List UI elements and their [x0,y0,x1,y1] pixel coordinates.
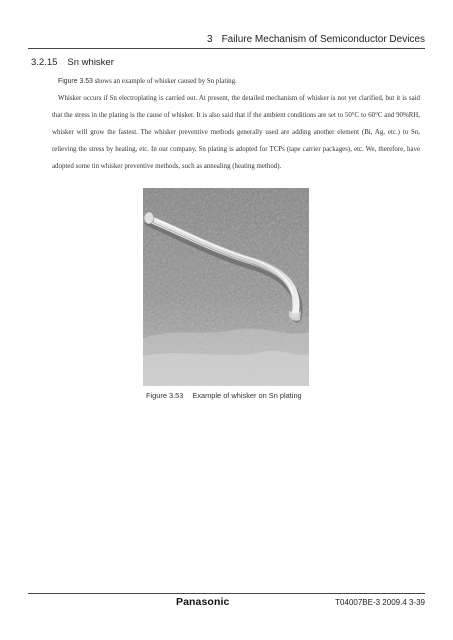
page-header [207,34,425,45]
section-title: Sn whisker [67,57,114,68]
header-rule [28,48,425,49]
section-heading [31,57,114,68]
whisker-sem-photo [143,188,309,386]
chapter-title: Failure Mechanism of Semiconductor Devices [221,34,425,45]
document-code: T04007BE-3 2009.4 3-39 [335,598,425,607]
intro-rest: shows an example of whisker caused by Sn plating. [92,78,237,85]
intro-line [52,73,420,90]
figure-caption [146,391,302,400]
body-text [52,73,420,175]
figure-reference-link[interactable]: Figure 3.53 [58,78,93,85]
panasonic-logo: Panasonic [176,596,230,608]
figure-caption-text: Example of whisker on Sn plating [192,391,302,400]
whisker-image [143,188,309,386]
body-paragraph: Whisker occurs if Sn electroplating is carried out. At present, the detailed mechanism of whisker is not yet clarified, but it is said that the stress in the plating is the cause of whisker. It is also said that if the ambient conditions are set to 50°C to 60°C and 90%RH, whisker will grow the fastest. The whisker preventive methods generally used are adding another element (Bi, Ag, etc.) to Sn, relieving the stress by heating, etc. In our company, Sn plating is adopted for TCPs (tape carrier packages), etc. We, therefore, have adopted some tin whisker preventive methods, such as annealing (heating method). [52,95,420,170]
chapter-number: 3 [207,34,213,45]
figure-number: Figure 3.53 [146,391,184,400]
footer-rule [28,593,425,594]
section-number: 3.2.15 [31,57,58,68]
